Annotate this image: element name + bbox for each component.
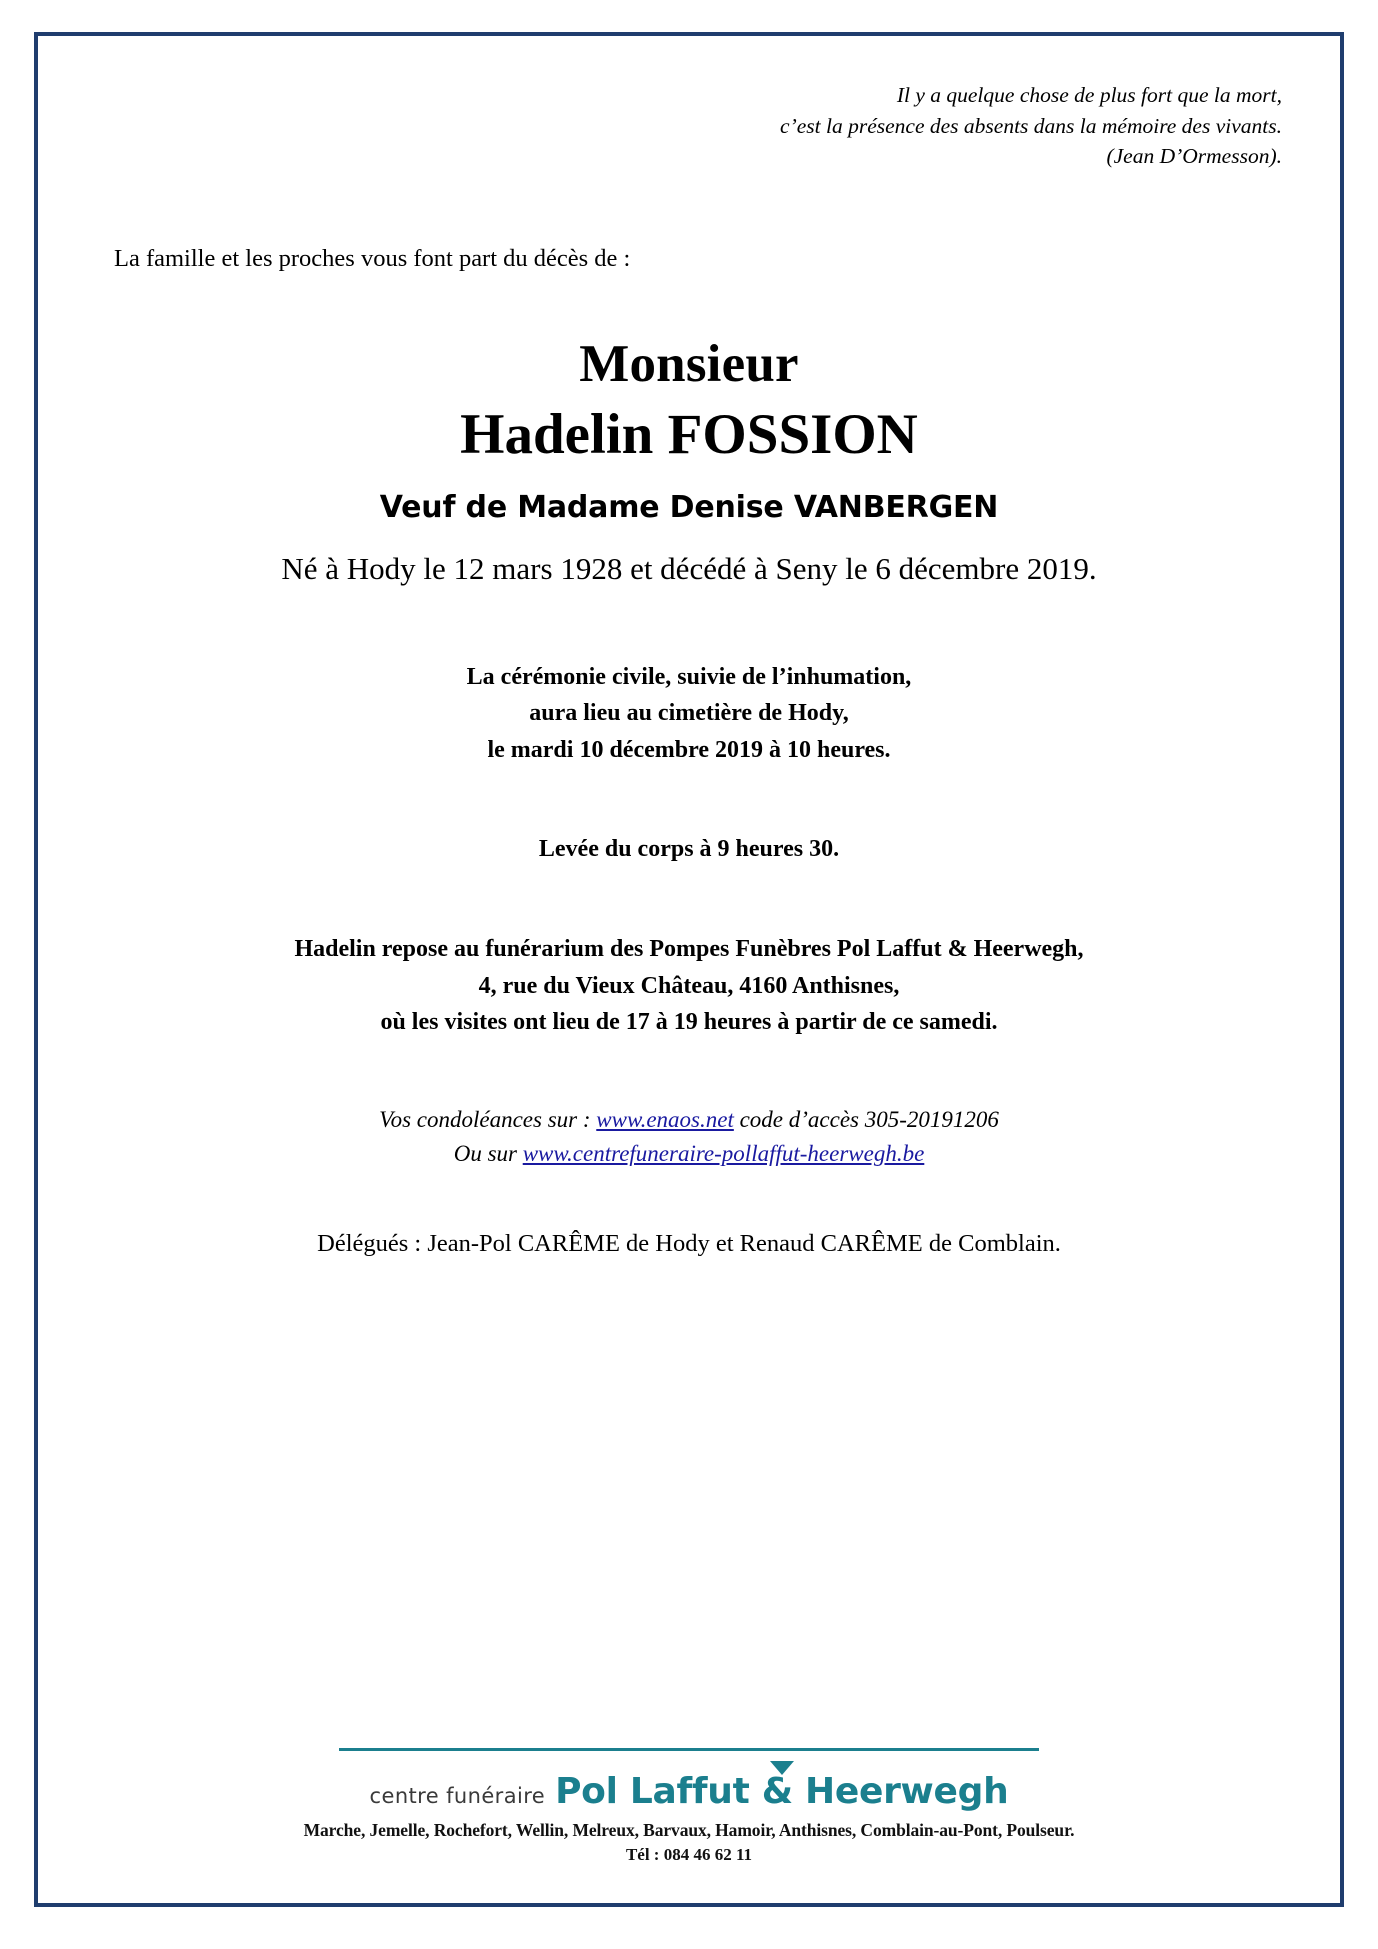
- levee-line: Levée du corps à 9 heures 30.: [538, 836, 840, 863]
- condolences-link-centrefuneraire[interactable]: www.centrefuneraire-pollaffut-heerwegh.be: [522, 1141, 925, 1167]
- ceremony-line-2: aura lieu au cimetière de Hody,: [529, 700, 849, 727]
- quote-attribution: (Jean D’Ormesson).: [1106, 144, 1282, 169]
- condolences-link-enaos[interactable]: www.enaos.net: [596, 1106, 734, 1132]
- announcement-text: La famille et les proches vous font part du décès de :: [114, 245, 631, 273]
- condolences-block: [86, 1103, 1292, 1172]
- condolences-second-prefix: Ou sur: [453, 1141, 523, 1167]
- condolences-prefix: Vos condoléances sur :: [379, 1106, 597, 1132]
- notice-content: [34, 30, 1344, 1915]
- epigraph-quote: [86, 80, 1292, 172]
- birth-death-line: Né à Hody le 12 mars 1928 et décédé à Seny le 6 décembre 2019.: [281, 550, 1097, 586]
- funerarium-line-2: 4, rue du Vieux Château, 4160 Anthisnes,: [478, 972, 900, 999]
- funerarium-line-1: Hadelin repose au funérarium des Pompes Funèbres Pol Laffut & Heerwegh,: [294, 936, 1084, 963]
- condolences-line-2: [86, 1137, 1292, 1172]
- ceremony-line-3: le mardi 10 décembre 2019 à 10 heures.: [487, 736, 891, 763]
- funerarium-line-3: où les visites ont lieu de 17 à 19 heures à partir de ce samedi.: [380, 1009, 998, 1036]
- ceremony-line-1: La cérémonie civile, suivie de l’inhumation,: [466, 663, 912, 690]
- condolences-line-1: [86, 1103, 1292, 1138]
- quote-line-2: c’est la présence des absents dans la mémoire des vivants.: [780, 113, 1282, 138]
- funerarium-block: [86, 931, 1292, 1040]
- footer-cities: Marche, Jemelle, Rochefort, Wellin, Melreux, Barvaux, Hamoir, Anthisnes, Comblain-au-Pont, Poulseur.: [303, 1820, 1075, 1840]
- delegates-line: Délégués : Jean-Pol CARÊME de Hody et Renaud CARÊME de Comblain.: [317, 1229, 1061, 1257]
- ceremony-block: [86, 659, 1292, 768]
- quote-line-1: Il y a quelque chose de plus fort que la mort,: [896, 83, 1282, 107]
- logo-company-name: Pol Laffut & Heerwegh: [555, 1771, 1009, 1812]
- spouse-line: Veuf de Madame Denise VANBERGEN: [379, 489, 999, 525]
- logo-prefix-text: centre funéraire: [369, 1784, 546, 1808]
- deceased-block: [86, 335, 1292, 587]
- deceased-title: Monsieur: [579, 335, 799, 394]
- deceased-name: Hadelin FOSSION: [460, 402, 918, 466]
- condolences-access-code: code d’accès 305-20191206: [733, 1106, 999, 1132]
- footer-phone: Tél : 084 46 62 11: [625, 1845, 753, 1864]
